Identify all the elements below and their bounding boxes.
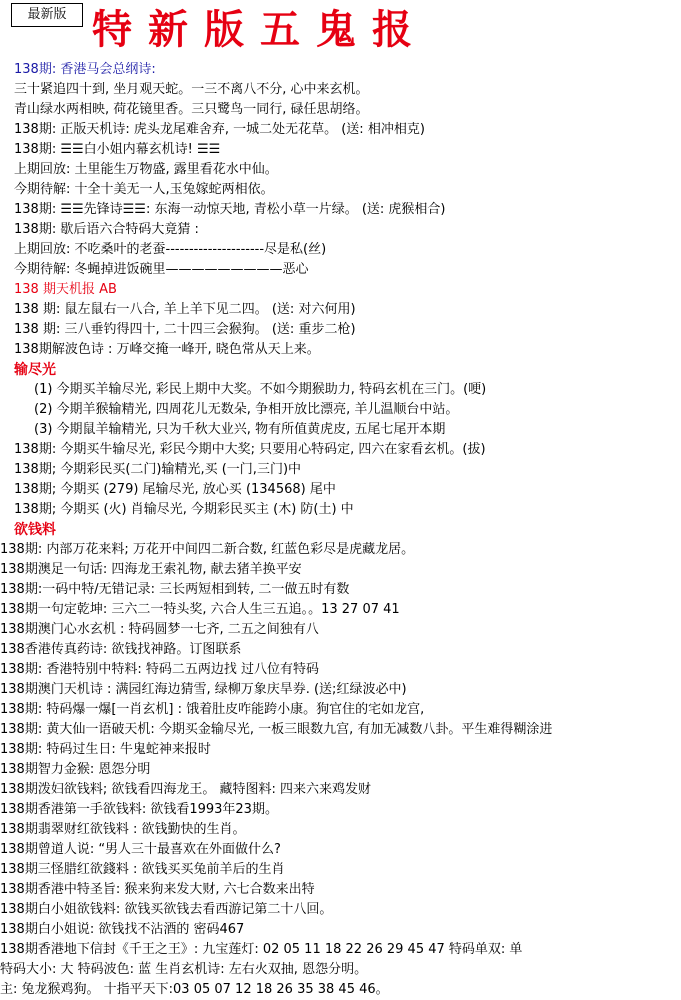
text-line: (1) 今期买羊输尽光, 彩民上期中大奖。不如今期猴助力, 特码玄机在三门。(哽) — [34, 382, 487, 397]
text-line: 138 期: 三八垂钓得四十, 二十四三会猴狗。 (送: 重步二枪) — [14, 322, 356, 337]
text-line: 138期白小姐欲钱料: 欲钱买欲钱去看西游记第二十八回。 — [0, 902, 333, 917]
text-line: 138期: 正版天机诗: 虎头龙尾难舍弃, 一城二处无花草。 (送: 相冲相克) — [14, 122, 425, 137]
text-line: 上期回放: 土里能生万物盛, 露里看花水中仙。 — [14, 162, 278, 177]
text-line: 138期; 今期买 (火) 肖输尽光, 今期彩民买主 (木) 防(土) 中 — [14, 502, 354, 517]
text-line: 138期: ☰☰白小姐内幕玄机诗! ☰☰ — [14, 142, 221, 157]
text-line: 138期翡翠财红欲钱料 : 欲钱勤快的生肖。 — [0, 822, 246, 837]
text-line: 138 期: 鼠左鼠右一八合, 羊上羊下见二四。 (送: 对六何用) — [14, 302, 356, 317]
text-line: 138期: 今期买牛输尽光, 彩民今期中大奖; 只要用心特码定, 四六在家看玄机。(拔) — [14, 442, 486, 457]
text-line: 138 期天机报 AB — [14, 282, 117, 297]
text-line: 138期; 今期买 (279) 尾输尽光, 放心买 (134568) 尾中 — [14, 482, 336, 497]
text-line: 138期智力金猴: 恩怨分明 — [0, 762, 151, 777]
text-line: 输尽光 — [14, 362, 56, 378]
text-line: 138期: 特码爆一爆[一肖玄机] : 饿着肚皮咋能跨小康。狗官住的宅如龙宫, — [0, 702, 425, 717]
page-title: 特新版五鬼报 — [92, 6, 428, 53]
text-line: 主: 兔龙猴鸡狗。 十指平天下:03 05 07 12 18 26 35 38 45 46。 — [0, 982, 389, 997]
text-line: 今期待解: 十全十美无一人,玉兔嫁蛇两相依。 — [14, 182, 274, 197]
text-line: 欲钱料 — [14, 522, 56, 538]
text-line: 138期: 黄大仙一语破天机: 今期买金输尽光, 一板三眼数九宫, 有加无减数八卦。平生难得糊涂进 — [0, 722, 553, 737]
text-line: 138期解波色诗 : 万峰交掩一峰开, 晓色常从天上来。 — [14, 342, 320, 357]
text-line: 138期; 今期彩民买(二门)输精光,买 (一门,三门)中 — [14, 462, 302, 477]
edition-badge: 最新版 — [11, 3, 83, 27]
text-line: 今期待解: 冬蝇掉进饭碗里—————————恶心 — [14, 262, 309, 277]
content-lines — [0, 60, 681, 1000]
text-line: 138期: 歇后语六合特码大竟猜 : — [14, 222, 199, 237]
text-line: 138期澳门心水玄机 : 特码圆梦一七齐, 二五之间独有八 — [0, 622, 319, 637]
text-line: 138期香港第一手欲钱料: 欲钱看1993年23期。 — [0, 802, 278, 817]
text-line: 138期三怪腊红欲錢料 : 欲钱买买兔前羊后的生肖 — [0, 862, 285, 877]
text-line: 138期曾道人说: “男人三十最喜欢在外面做什么? — [0, 842, 281, 857]
text-line: 三十紧追四十到, 坐月观天蛇。一三不离八不分, 心中来玄机。 — [14, 82, 369, 97]
text-line: 特码大小: 大 特码波色: 蓝 生肖玄机诗: 左右火双抽, 恩怨分明。 — [0, 962, 368, 977]
text-line: 青山绿水两相映, 荷花镜里香。三只鹭鸟一同行, 碌任思胡络。 — [14, 102, 369, 117]
text-line: 138期: 内部万花来料; 万花开中间四二新合数, 红蓝色彩尽是虎藏龙居。 — [0, 542, 415, 557]
text-line: 138期澳足一句话: 四海龙王索礼物, 献去猪羊换平安 — [0, 562, 302, 577]
text-line: 138期香港中特圣旨: 猴来狗来发大财, 六七合数来出特 — [0, 882, 315, 897]
text-line: 138期澳门天机诗 : 满园红海边猜雪, 绿柳万象庆旱券. (送;红绿波必中) — [0, 682, 407, 697]
text-line: 138期泼妇欲钱料; 欲钱看四海龙王。 藏特图料: 四来六来鸡发财 — [0, 782, 371, 797]
text-line: 138期: 特码过生日: 牛鬼蛇神来报时 — [0, 742, 211, 757]
text-line: 138期: 香港特别中特料: 特码二五两边找 过八位有特码 — [0, 662, 319, 677]
text-line: 138香港传真药诗: 欲钱找神路。订图联系 — [0, 642, 242, 657]
text-line: 138期: 香港马会总纲诗: — [14, 62, 156, 77]
text-line: (2) 今期羊猴输精光, 四周花儿无数朵, 争相开放比漂亮, 羊儿温顺台中站。 — [34, 402, 459, 417]
text-line: 138期:一码中特/无错记录: 三长两短相到转, 二一做五时有数 — [0, 582, 350, 597]
text-line: 138期一句定乾坤: 三六二一特头奖, 六合人生三五追。。13 27 07 41 — [0, 602, 400, 617]
text-line: 上期回放: 不吃桑叶的老蚕---------------------尽是私(丝) — [14, 242, 327, 257]
text-line: 138期香港地下信封《千王之王》: 九宝莲灯: 02 05 11 18 22 26 29 45 47 特码单双: 单 — [0, 942, 523, 957]
text-line: 138期: ☰☰先锋诗☰☰: 东海一动惊天地, 青松小草一片绿。 (送: 虎猴相合) — [14, 202, 446, 217]
text-line: (3) 今期鼠羊输精光, 只为千秋大业兴, 物有所值黄虎皮, 五尾七尾开本期 — [34, 422, 446, 437]
text-line: 138期白小姐说: 欲钱找不沾酒的 密码467 — [0, 922, 245, 937]
